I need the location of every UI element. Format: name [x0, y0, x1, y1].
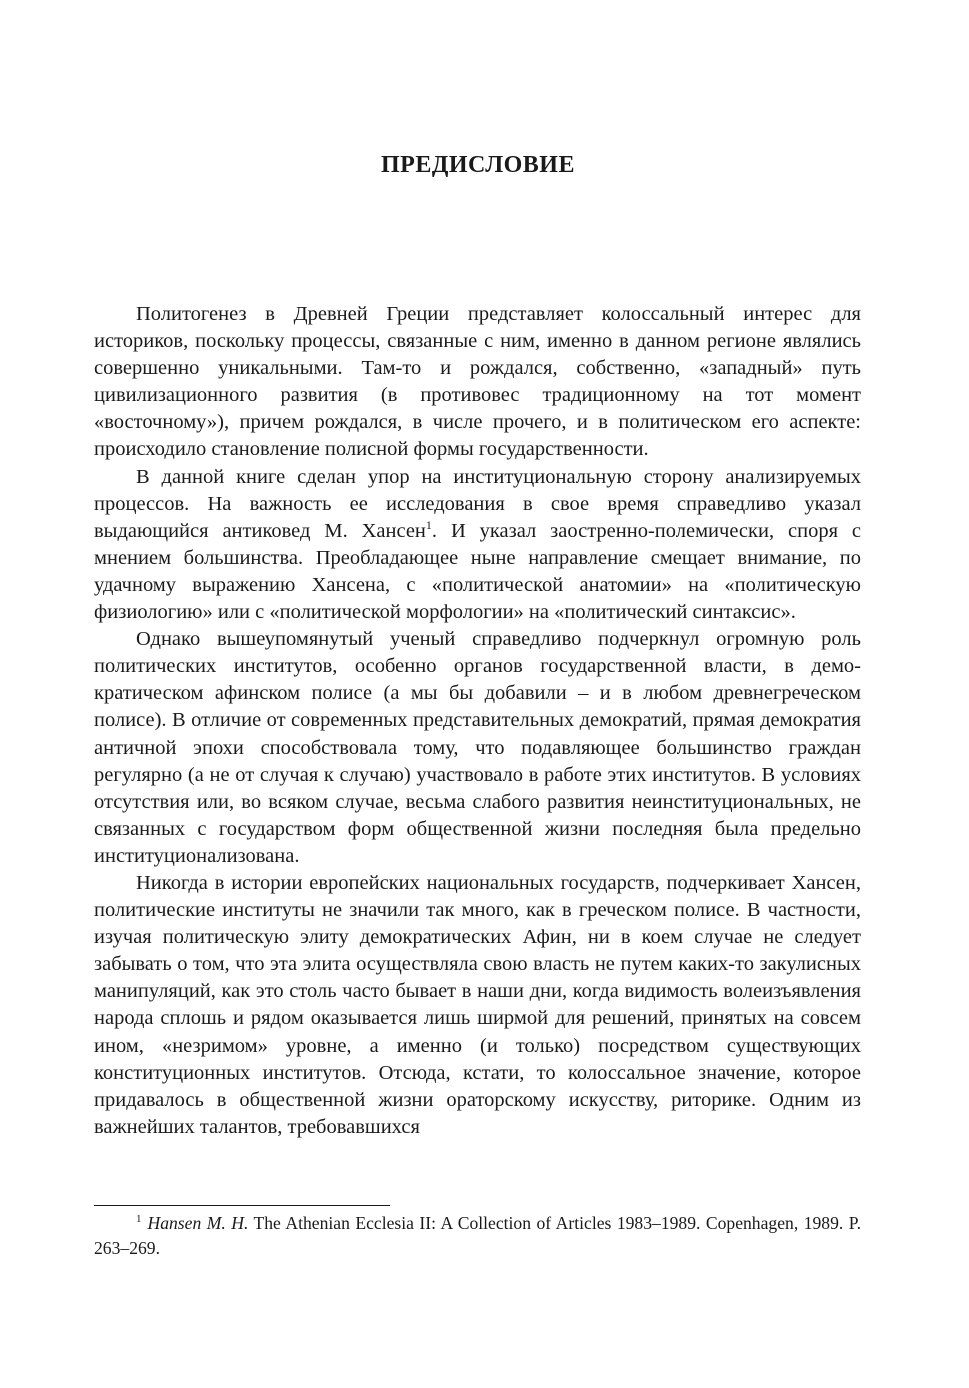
footnote: [94, 1211, 861, 1261]
body-text: [94, 301, 861, 1141]
paragraph-text: Никогда в истории европейских национальных государств, подчеркивает Хансен, политические институты не значили так много, как в греческом полисе. В частности, изучая политическую элиту демократических Афин, ни в коем случае не следует забывать о том, что эта элита осуществляла свою власть не путем каких-то закулисных манипуляций, как это столь часто бывает в наши дни, когда видимость волеизъявления народа сплошь и рядом оказывается лишь ширмой для решений, принятых на совсем ином, «незримом» уровне, а именно (и только) посредством существующих конституционных институтов. Отсюда, кстати, то колоссальное значение, которое придавалось в общественной жизни ораторскому искусству, риторике. Одним из важнейших талантов, требовавшихся: [94, 871, 861, 1138]
paragraph-text: Политогенез в Древней Греции представляет колоссальный интерес для историков, поскольку процессы, связанные с ним, именно в данном регионе являлись совершенно уникальными. Там-то и рождался, собственно, «западный» путь цивилизационного развития (в противовес традиционному на тот момент «восточному»), причем рождался, в числе прочего, и в политическом его аспекте: происходило становление полисной формы государственности.: [94, 303, 861, 461]
footnote-number: 1: [136, 1213, 142, 1226]
page-title: ПРЕДИСЛОВИЕ: [381, 152, 575, 178]
paragraph-text: . И указал заостренно-полемически, споря с мнением большинства. Преобладающее ныне направление смещает внимание, по удачному выражению Хансена, с «политической анатомии» на «политическую физиологию» или с «политической морфологии» на «политический синтаксис».: [94, 519, 861, 624]
paragraph: [94, 870, 861, 1141]
footnote-divider: [94, 1205, 390, 1206]
paragraph: [94, 301, 861, 464]
paragraph-text: Однако вышеупомянутый ученый справедливо подчеркнул огромную роль политических институтов, особенно органов государственной власти, в демократическом афинском полисе (а мы бы добавили – и в любом древнегреческом полисе). В отличие от современных представительных демократий, прямая демократия античной эпохи способствовала тому, что подавляющее большинство граждан регулярно (а не от случая к случаю) участвовало в работе этих институтов. В условиях отсутствия или, во всяком случае, весьма слабого развития неинституциональных, не связанных с государством форм общественной жизни последняя была предельно институционализована.: [94, 628, 861, 867]
paragraph-text: В данной книге сделан упор на институциональную сторону анализируемых процессов. На важность ее исследования в свое время справедливо указал выдающийся антиковед М. Хансен: [94, 465, 861, 542]
paragraph: [94, 464, 861, 627]
footnote-author: Hansen M. H.: [147, 1213, 249, 1233]
paragraph: [94, 626, 861, 870]
footnote-text: The Athenian Ecclesia II: A Collection of Articles 1983–1989. Copenhagen, 1989. P. 263–269.: [94, 1213, 861, 1258]
footnote-reference[interactable]: 1: [425, 517, 432, 532]
